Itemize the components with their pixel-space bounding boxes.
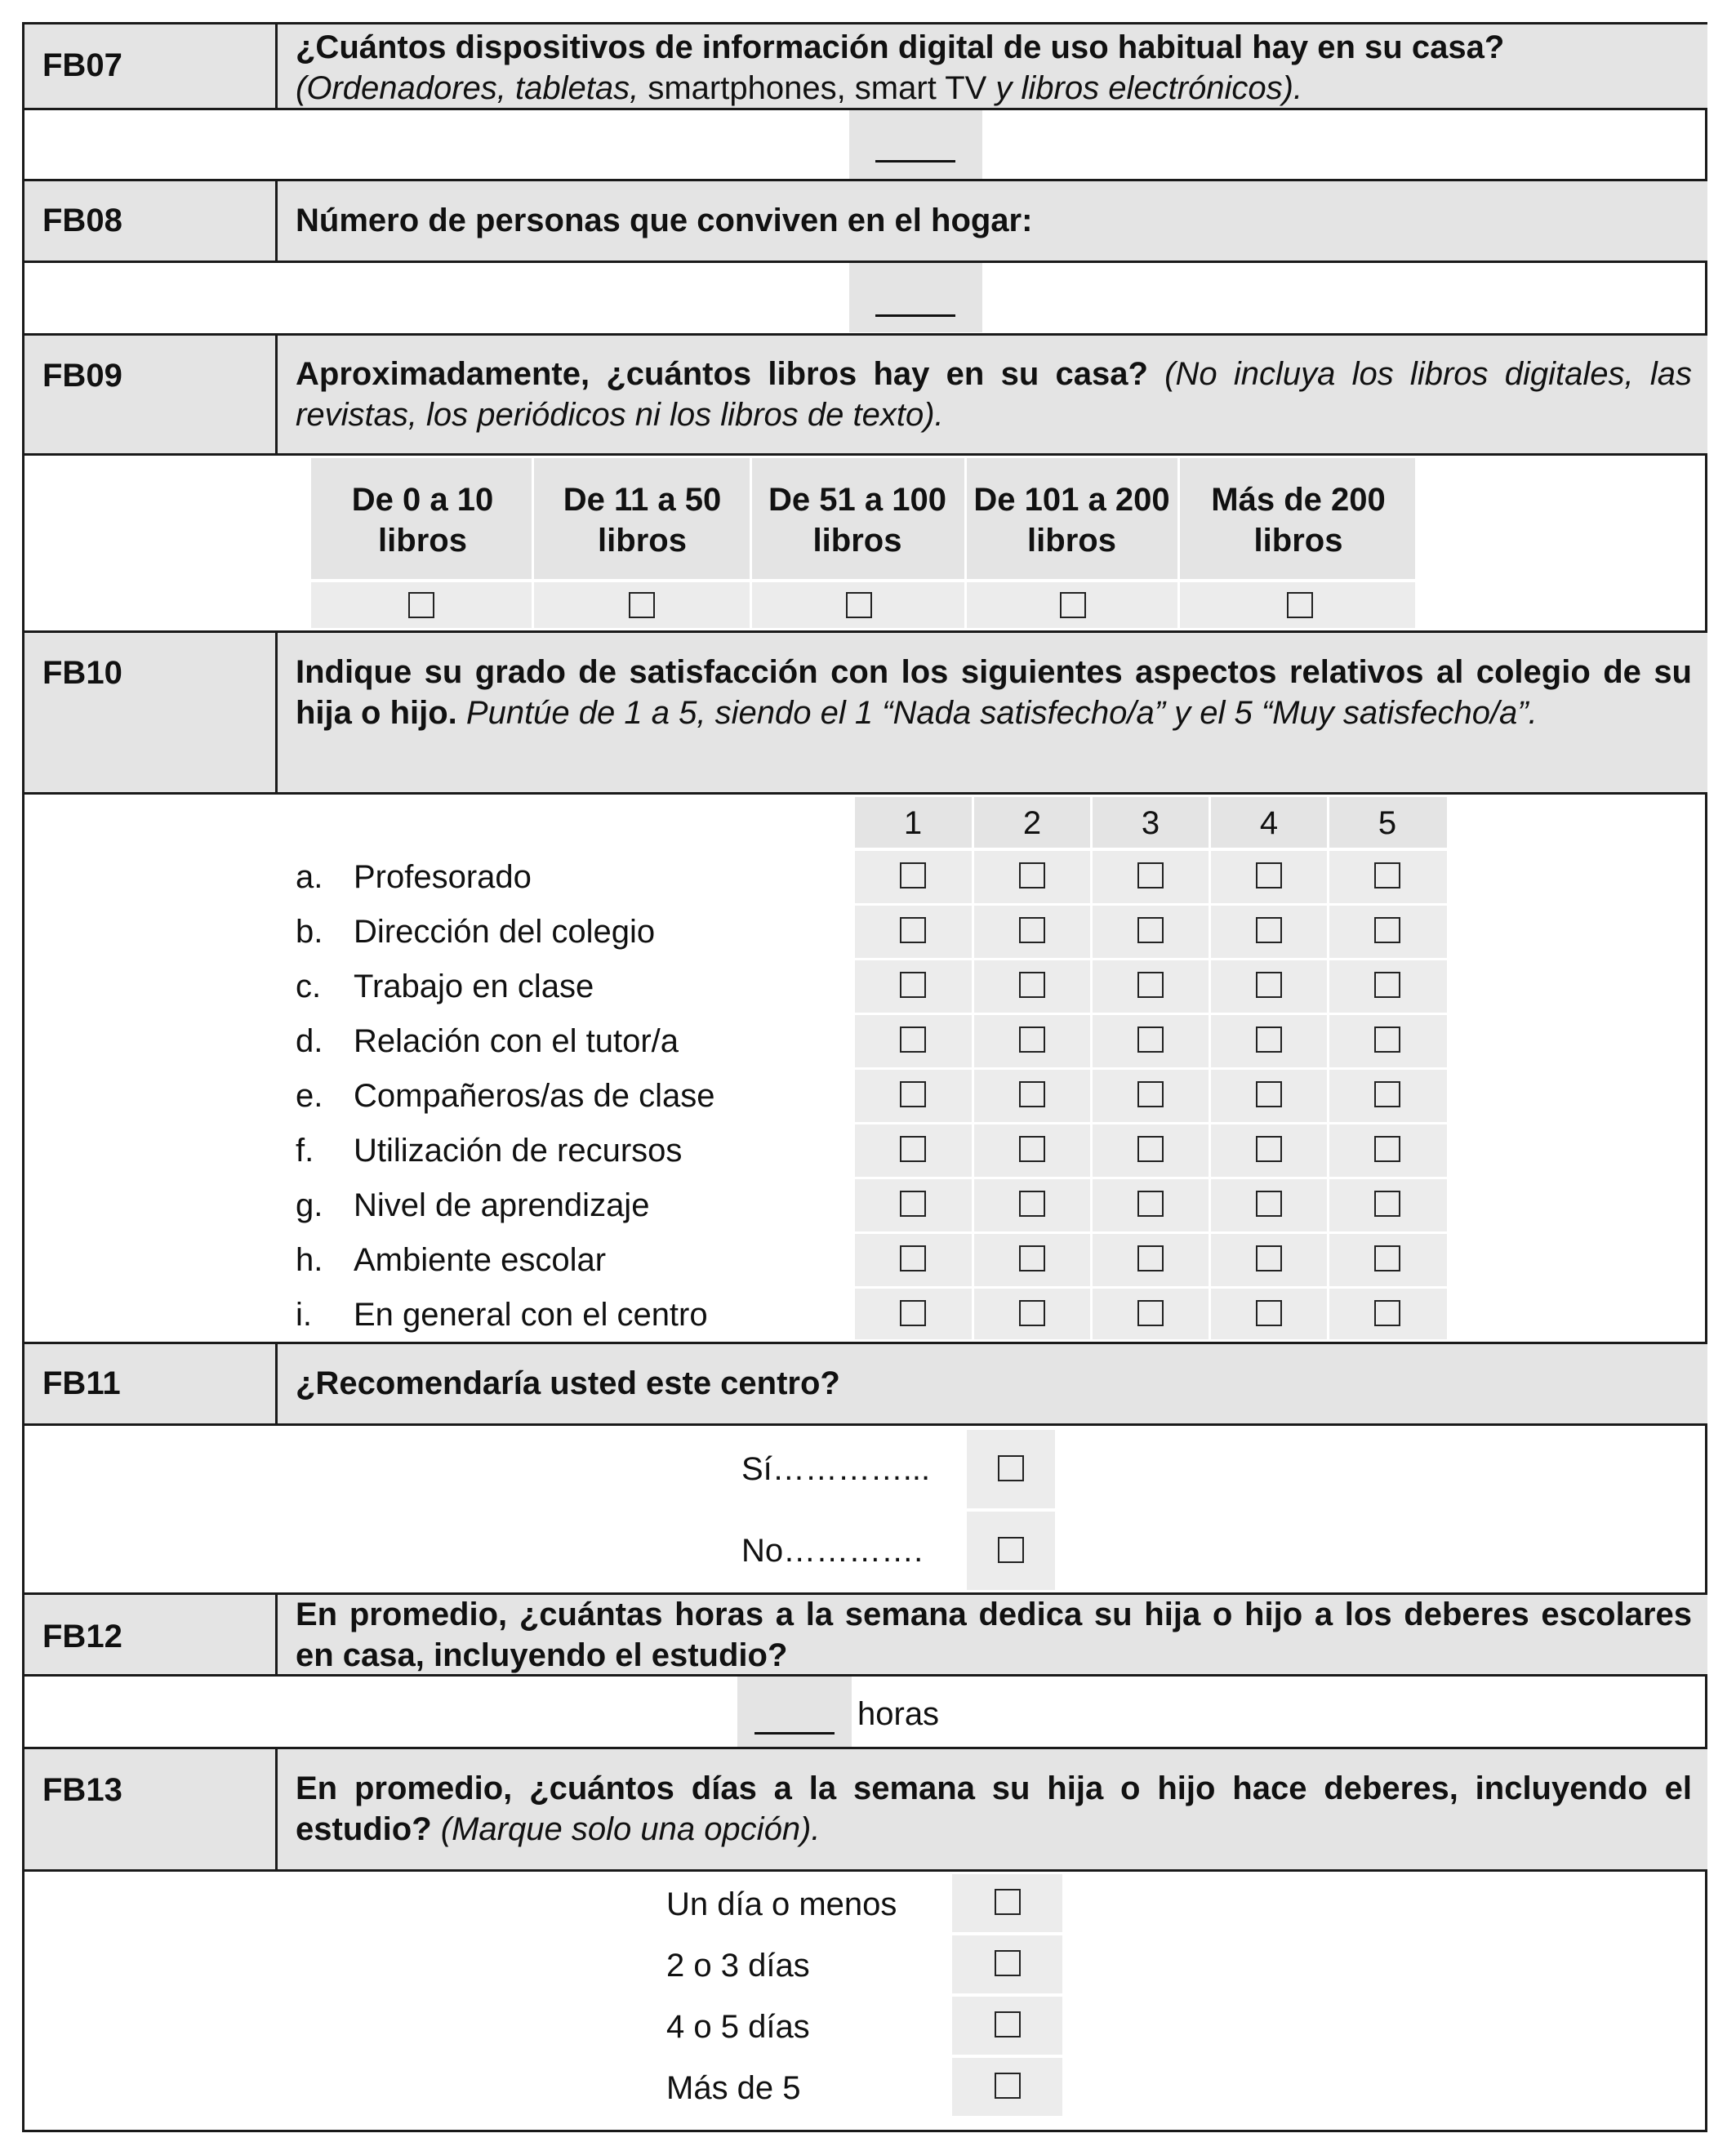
fb10-item-letter: c. (296, 969, 322, 1004)
fb10-item-9-score-1-checkbox[interactable] (900, 1300, 926, 1326)
divider (855, 958, 1447, 960)
fb10-scale-5: 5 (1378, 805, 1397, 841)
fb09-option-4-checkbox[interactable] (1060, 592, 1086, 618)
fb10-item-8-score-1-checkbox[interactable] (900, 1245, 926, 1271)
fb10-item-5-score-2-checkbox[interactable] (1019, 1081, 1045, 1107)
fb10-item-1-score-5-checkbox[interactable] (1374, 862, 1400, 888)
fb10-item-label: Nivel de aprendizaje (354, 1187, 650, 1223)
divider (532, 458, 534, 628)
fb10-item-2-score-4-checkbox[interactable] (1256, 917, 1282, 943)
fb10-item-4-score-3-checkbox[interactable] (1137, 1027, 1164, 1053)
fb07-note-2: smartphones, smart TV (639, 70, 996, 106)
fb10-item-3-score-1-checkbox[interactable] (900, 972, 926, 998)
fb13-option-3-checkbox[interactable] (995, 2011, 1021, 2037)
fb10-scale-1: 1 (903, 805, 923, 841)
fb09-question-text: Aproximadamente, ¿cuántos libros hay en su casa? (296, 356, 1148, 392)
fb13-option-2-checkbox[interactable] (995, 1950, 1021, 1976)
fb09-code: FB09 (42, 358, 122, 394)
fb08-answer-blank[interactable] (875, 314, 955, 317)
fb11-question (296, 1363, 1692, 1404)
fb10-item-letter: f. (296, 1133, 314, 1169)
fb10-item-6-score-1-checkbox[interactable] (900, 1136, 926, 1162)
fb11-option-yes-checkbox[interactable] (998, 1455, 1024, 1481)
fb09-option-1-label: De 0 a 10 libros (351, 482, 494, 559)
fb10-item-label: Profesorado (354, 859, 532, 895)
fb10-item-2-score-3-checkbox[interactable] (1137, 917, 1164, 943)
fb08-question (296, 200, 1692, 241)
divider (855, 1013, 1447, 1015)
fb10-item-letter: g. (296, 1187, 323, 1223)
divider (855, 1177, 1447, 1179)
fb11-code: FB11 (42, 1365, 121, 1401)
fb09-option-4-label: De 101 a 200 libros (973, 482, 1170, 559)
fb10-item-letter: a. (296, 859, 323, 895)
fb10-item-label: Dirección del colegio (354, 914, 656, 950)
rule (24, 1674, 1707, 1677)
fb10-item-2-score-1-checkbox[interactable] (900, 917, 926, 943)
fb09-option-5-label: Más de 200 libros (1211, 482, 1386, 559)
fb10-item-1-score-4-checkbox[interactable] (1256, 862, 1282, 888)
fb10-item-1-score-3-checkbox[interactable] (1137, 862, 1164, 888)
fb13-option-1-label: Un día o menos (666, 1886, 897, 1922)
fb10-item-9-score-4-checkbox[interactable] (1256, 1300, 1282, 1326)
fb10-item-7-score-3-checkbox[interactable] (1137, 1191, 1164, 1217)
fb10-scale-2: 2 (1022, 805, 1042, 841)
fb10-item-label: Relación con el tutor/a (354, 1023, 679, 1059)
divider (855, 1231, 1447, 1234)
fb13-question (296, 1768, 1692, 1850)
fb10-item-6-score-2-checkbox[interactable] (1019, 1136, 1045, 1162)
fb10-item-3-score-3-checkbox[interactable] (1137, 972, 1164, 998)
fb10-item-8-score-5-checkbox[interactable] (1374, 1245, 1400, 1271)
divider (275, 1595, 278, 1675)
fb09-option-3-checkbox[interactable] (846, 592, 872, 618)
fb10-question (296, 652, 1692, 733)
fb10-item-letter: i. (296, 1297, 312, 1333)
fb07-question (296, 27, 1692, 109)
divider (275, 24, 278, 109)
divider (275, 1749, 278, 1869)
fb10-item-6-score-5-checkbox[interactable] (1374, 1136, 1400, 1162)
fb10-item-5-score-5-checkbox[interactable] (1374, 1081, 1400, 1107)
fb10-item-5-score-4-checkbox[interactable] (1256, 1081, 1282, 1107)
fb10-item-8-score-2-checkbox[interactable] (1019, 1245, 1045, 1271)
divider (275, 633, 278, 792)
divider (855, 1122, 1447, 1124)
fb12-code: FB12 (42, 1619, 122, 1654)
fb09-note: (No incluya los libros digitales, las revistas, los periódicos ni los libros de texto). (296, 356, 1692, 433)
divider (855, 903, 1447, 906)
fb10-item-9-score-2-checkbox[interactable] (1019, 1300, 1045, 1326)
fb10-code: FB10 (42, 655, 122, 691)
fb10-scale-3: 3 (1141, 805, 1160, 841)
fb10-item-3-score-4-checkbox[interactable] (1256, 972, 1282, 998)
fb13-option-4-checkbox[interactable] (995, 2073, 1021, 2099)
fb08-question-text: Número de personas que conviven en el hogar: (296, 203, 1033, 238)
fb10-note: Puntúe de 1 a 5, siendo el 1 “Nada satisfecho/a” y el 5 “Muy satisfecho/a”. (456, 695, 1538, 731)
fb10-item-7-score-1-checkbox[interactable] (900, 1191, 926, 1217)
fb10-item-letter: b. (296, 914, 323, 950)
fb10-item-9-score-3-checkbox[interactable] (1137, 1300, 1164, 1326)
fb13-code: FB13 (42, 1772, 122, 1808)
fb10-item-1-score-2-checkbox[interactable] (1019, 862, 1045, 888)
fb12-answer-blank[interactable] (754, 1732, 835, 1735)
fb10-item-letter: e. (296, 1078, 323, 1114)
divider (964, 458, 967, 628)
fb10-item-6-score-4-checkbox[interactable] (1256, 1136, 1282, 1162)
fb10-item-7-score-4-checkbox[interactable] (1256, 1191, 1282, 1217)
fb11-option-no-label: No…………. (741, 1533, 924, 1569)
fb10-scale-4: 4 (1259, 805, 1279, 841)
fb10-item-letter: d. (296, 1023, 323, 1059)
rule (24, 792, 1707, 795)
rule (24, 1869, 1707, 1872)
fb10-item-3-score-5-checkbox[interactable] (1374, 972, 1400, 998)
fb11-question-text: ¿Recomendaría usted este centro? (296, 1365, 840, 1401)
fb12-unit: horas (857, 1696, 940, 1732)
fb10-item-4-score-5-checkbox[interactable] (1374, 1027, 1400, 1053)
fb09-option-3-label: De 51 a 100 libros (768, 482, 946, 559)
fb10-item-7-score-5-checkbox[interactable] (1374, 1191, 1400, 1217)
fb08-code: FB08 (42, 203, 122, 238)
fb08-answer-cell (849, 263, 982, 332)
divider (750, 458, 752, 628)
fb10-item-2-score-5-checkbox[interactable] (1374, 917, 1400, 943)
fb10-item-4-score-4-checkbox[interactable] (1256, 1027, 1282, 1053)
fb10-item-4-score-2-checkbox[interactable] (1019, 1027, 1045, 1053)
fb07-note-3: y libros electrónicos). (995, 70, 1303, 106)
fb10-item-7-score-2-checkbox[interactable] (1019, 1191, 1045, 1217)
fb07-note-1: (Ordenadores, tabletas, (296, 70, 639, 106)
divider (275, 336, 278, 454)
fb10-question-text: Indique su grado de satisfacción con los siguientes aspectos relativos al colegio de su hija o hijo. (296, 654, 1692, 731)
fb10-item-8-score-4-checkbox[interactable] (1256, 1245, 1282, 1271)
fb10-item-label: Trabajo en clase (354, 969, 594, 1004)
fb10-item-1-score-1-checkbox[interactable] (900, 862, 926, 888)
divider (275, 181, 278, 261)
fb10-item-8-score-3-checkbox[interactable] (1137, 1245, 1164, 1271)
fb07-question-text: ¿Cuántos dispositivos de información digital de uso habitual hay en su casa? (296, 29, 1505, 65)
divider (275, 1344, 278, 1424)
divider (855, 1067, 1447, 1070)
fb10-item-4-score-1-checkbox[interactable] (900, 1027, 926, 1053)
fb10-item-3-score-2-checkbox[interactable] (1019, 972, 1045, 998)
fb10-item-6-score-3-checkbox[interactable] (1137, 1136, 1164, 1162)
fb11-option-yes-label: Sí…………... (741, 1451, 931, 1487)
fb10-item-5-score-1-checkbox[interactable] (900, 1081, 926, 1107)
fb09-option-1-checkbox[interactable] (408, 592, 434, 618)
fb13-option-1-checkbox[interactable] (995, 1889, 1021, 1915)
fb13-note: (Marque solo una opción). (431, 1811, 821, 1847)
fb07-answer-cell (849, 110, 982, 180)
fb10-item-2-score-2-checkbox[interactable] (1019, 917, 1045, 943)
fb10-item-label: Ambiente escolar (354, 1242, 607, 1278)
fb13-question-text: En promedio, ¿cuántos días a la semana su hija o hijo hace deberes, incluyendo el estudio? (296, 1770, 1692, 1847)
fb12-question-text: En promedio, ¿cuántas horas a la semana dedica su hija o hijo a los deberes escolares en casa, incluyendo el estudio? (296, 1597, 1692, 1673)
fb12-question (296, 1594, 1692, 1676)
fb12-answer-cell (737, 1677, 852, 1747)
divider (1177, 458, 1180, 628)
fb07-answer-blank[interactable] (875, 160, 955, 163)
fb09-question (296, 354, 1692, 435)
fb10-item-letter: h. (296, 1242, 323, 1278)
divider (855, 1286, 1447, 1289)
fb13-option-2-label: 2 o 3 días (666, 1948, 810, 1984)
fb10-item-label: En general con el centro (354, 1297, 708, 1333)
fb09-option-5-checkbox[interactable] (1287, 592, 1313, 618)
fb11-option-no-checkbox[interactable] (998, 1537, 1024, 1563)
rule (24, 453, 1707, 456)
fb13-option-3-label: 4 o 5 días (666, 2009, 810, 2045)
rule (24, 1423, 1707, 1426)
fb10-item-label: Compañeros/as de clase (354, 1078, 715, 1114)
fb10-item-9-score-5-checkbox[interactable] (1374, 1300, 1400, 1326)
fb10-item-5-score-3-checkbox[interactable] (1137, 1081, 1164, 1107)
fb07-code: FB07 (42, 47, 122, 83)
fb09-option-2-checkbox[interactable] (629, 592, 655, 618)
fb13-option-4-label: Más de 5 (666, 2070, 801, 2106)
fb09-option-2-label: De 11 a 50 libros (563, 482, 722, 559)
fb10-item-label: Utilización de recursos (354, 1133, 683, 1169)
